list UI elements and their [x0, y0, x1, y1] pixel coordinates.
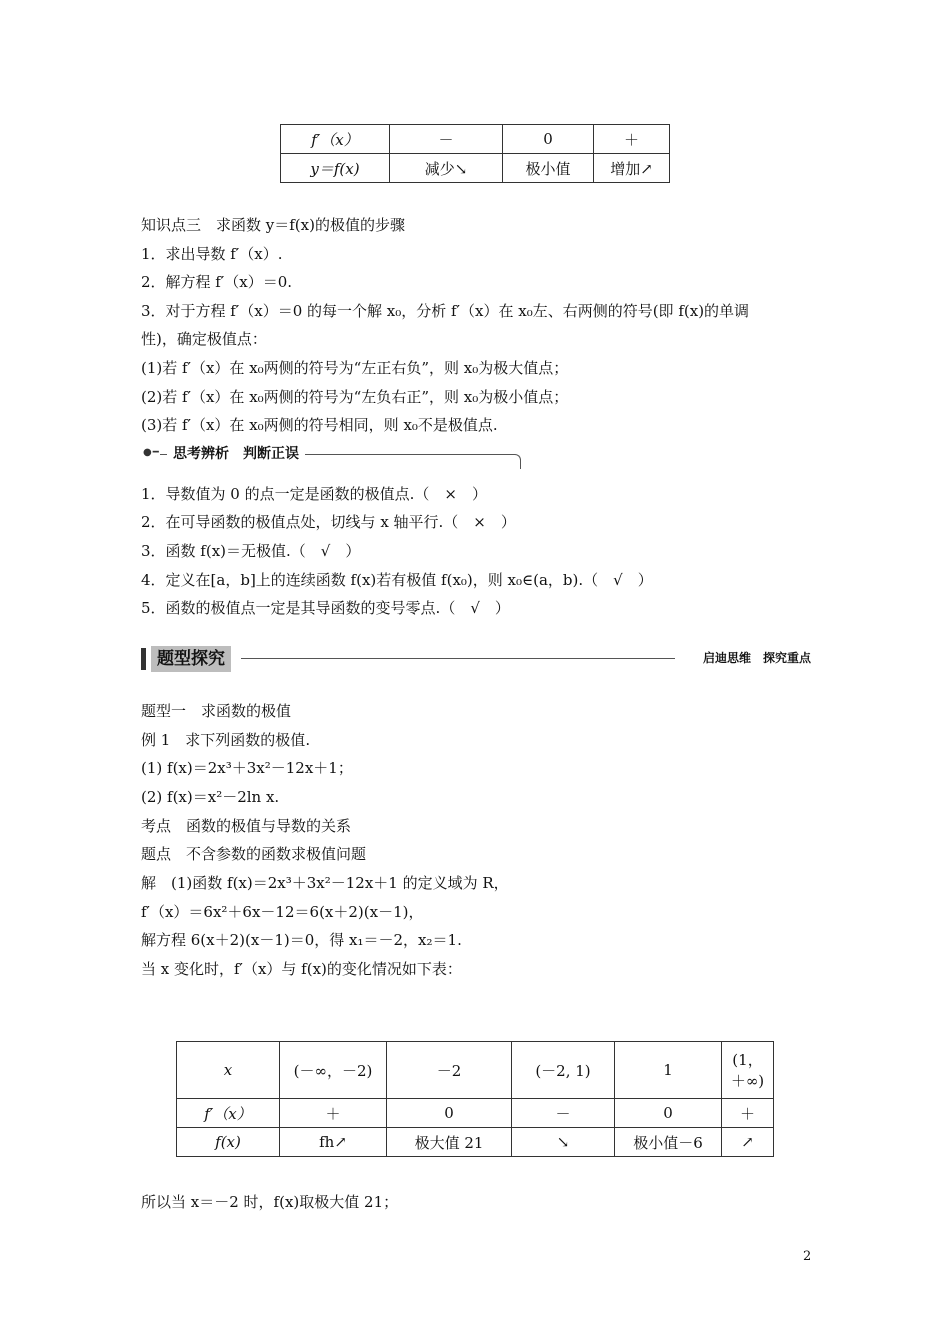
step-2: 2．解方程 f′（x）＝0.: [141, 273, 293, 291]
case-1: (1)若 f′（x）在 x₀两侧的符号为“左正右负”，则 x₀为极大值点；: [141, 359, 569, 377]
table-row: [177, 1128, 774, 1157]
table-cell: －: [390, 125, 503, 154]
kaodian: 考点 函数的极值与导数的关系: [141, 817, 352, 835]
table-cell: 0: [387, 1099, 512, 1128]
sign-table: [280, 124, 670, 183]
step-1: 1．求出导数 f′（x）.: [141, 245, 283, 263]
solution-line: 解方程 6(x＋2)(x－1)＝0，得 x₁＝－2，x₂＝1.: [141, 931, 462, 949]
step-3-line-1: 3．对于方程 f′（x）＝0 的每一个解 x₀，分析 f′（x）在 x₀左、右两侧的符号(即 f(x)的单调: [141, 302, 750, 320]
table-row: [177, 1042, 774, 1099]
case-3: (3)若 f′（x）在 x₀两侧的符号相同，则 x₀不是极值点.: [141, 416, 498, 434]
step-3-line-2: 性)，确定极值点：: [141, 330, 267, 348]
question-1: (1) f(x)＝2x³＋3x²－12x＋1；: [141, 759, 353, 777]
section-title: 题型探究: [151, 646, 231, 672]
page-number: 2: [803, 1249, 812, 1264]
dots-decoration: ●━: [143, 447, 160, 458]
table-cell: fh↗: [280, 1128, 387, 1157]
solution-line: 当 x 变化时，f′（x）与 f(x)的变化情况如下表：: [141, 960, 462, 978]
table-cell: f(x): [177, 1128, 280, 1157]
judgement-item: 3．函数 f(x)＝无极值.（ √ ）: [141, 542, 361, 560]
knowledge-heading: 知识点三 求函数 y＝f(x)的极值的步骤: [141, 216, 405, 234]
solution-line: 解 (1)函数 f(x)＝2x³＋3x²－12x＋1 的定义域为 R，: [141, 874, 509, 892]
table-cell: ↗: [722, 1128, 774, 1157]
type-heading: 题型一 求函数的极值: [141, 702, 292, 720]
case-2: (2)若 f′（x）在 x₀两侧的符号为“左负右正”，则 x₀为极小值点；: [141, 388, 569, 406]
table-cell: 极小值－6: [615, 1128, 722, 1157]
table-cell: (1，＋∞): [722, 1042, 774, 1099]
table-row: [177, 1099, 774, 1128]
section-header: [141, 646, 811, 672]
table-cell: 增加↗: [594, 154, 670, 183]
table-cell: ＋: [722, 1099, 774, 1128]
judgement-item: 4．定义在[a，b]上的连续函数 f(x)若有极值 f(x₀)，则 x₀∈(a，b).（ √ ）: [141, 571, 653, 589]
table-cell: ＋: [280, 1099, 387, 1128]
judgement-item: 1．导数值为 0 的点一定是函数的极值点.（ × ）: [141, 485, 487, 503]
section-subtitle: 启迪思维 探究重点: [702, 651, 811, 665]
table-row: [281, 154, 670, 183]
table-cell: ↘: [512, 1128, 615, 1157]
conclusion: 所以当 x＝－2 时，f(x)取极大值 21；: [141, 1193, 399, 1211]
tidian: 题点 不含参数的函数求极值问题: [141, 845, 367, 863]
think-box-header: [143, 444, 521, 472]
think-box-title: 思考辨析 判断正误: [167, 444, 305, 464]
table-cell: 极大值 21: [387, 1128, 512, 1157]
judgement-item: 2．在可导函数的极值点处，切线与 x 轴平行.（ × ）: [141, 513, 516, 531]
table-cell: f′（x）: [281, 125, 390, 154]
table-cell: 1: [615, 1042, 722, 1099]
table-cell: 减少↘: [390, 154, 503, 183]
table-cell: ＋: [594, 125, 670, 154]
table-cell: 0: [503, 125, 594, 154]
question-2: (2) f(x)＝x²－2ln x.: [141, 788, 280, 806]
solution-line: f′（x）＝6x²＋6x－12＝6(x＋2)(x－1)，: [141, 903, 424, 921]
table-cell: y＝f(x): [281, 154, 390, 183]
example-title: 例 1 求下列函数的极值.: [141, 731, 311, 749]
table-cell: －2: [387, 1042, 512, 1099]
table-cell: 0: [615, 1099, 722, 1128]
table-cell: f′（x）: [177, 1099, 280, 1128]
section-rule: [241, 658, 675, 659]
table-cell: 极小值: [503, 154, 594, 183]
table-cell: x: [177, 1042, 280, 1099]
table-row: [281, 125, 670, 154]
table-cell: (－2, 1): [512, 1042, 615, 1099]
table-cell: －: [512, 1099, 615, 1128]
table-cell: (－∞，－2): [280, 1042, 387, 1099]
judgement-item: 5．函数的极值点一定是其导函数的变号零点.（ √ ）: [141, 599, 510, 617]
section-bar: [141, 648, 146, 670]
variation-table: [176, 1041, 774, 1157]
